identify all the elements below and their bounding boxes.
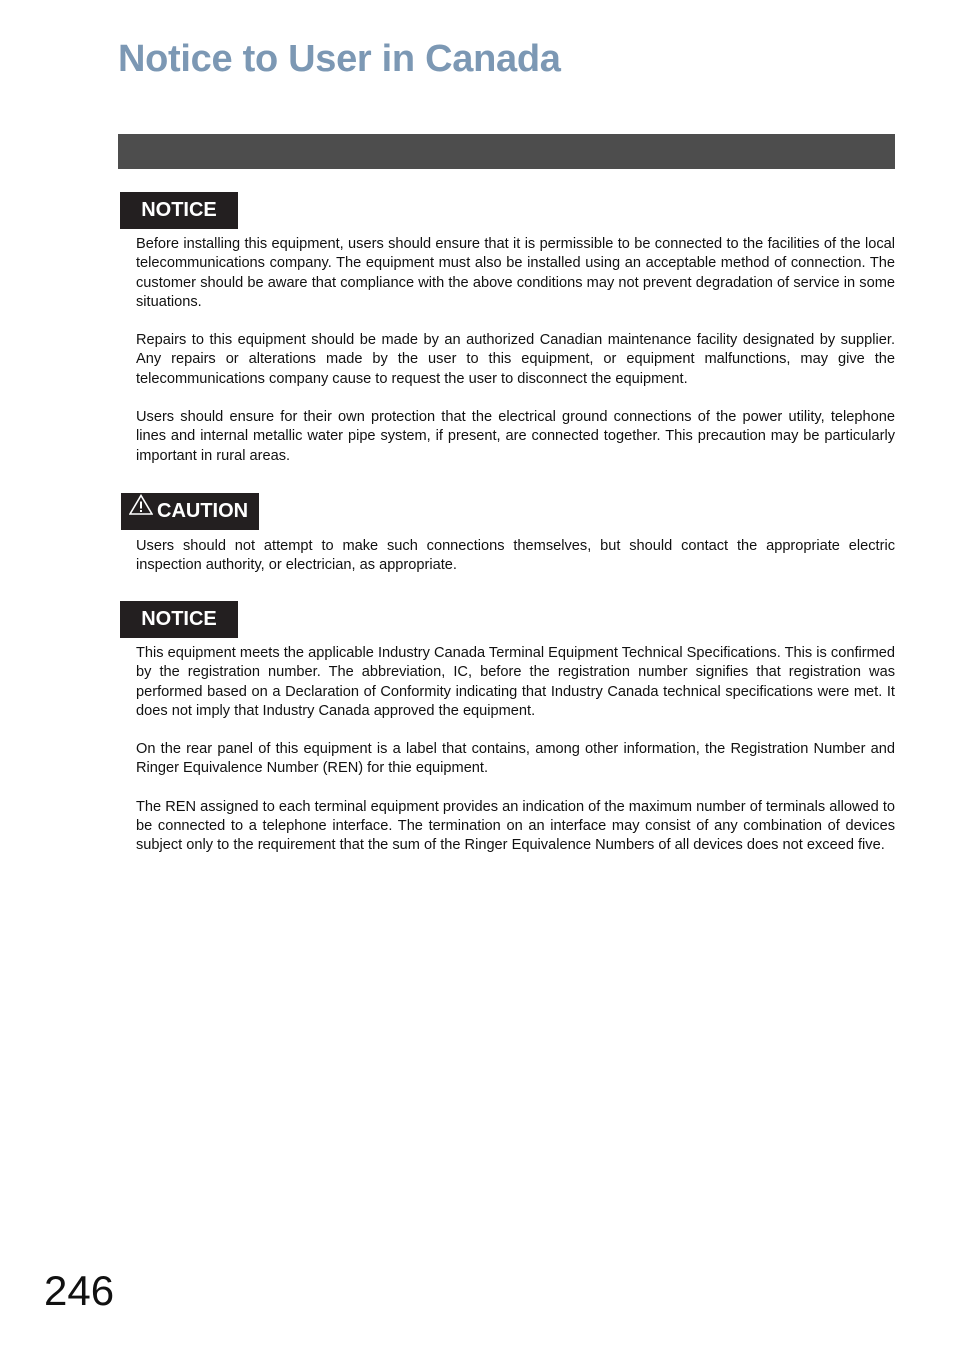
paragraph: This equipment meets the applicable Industry Canada Terminal Equipment Technical Specifications. This is confirmed by the registration number. The abbreviation, IC, before the registration number signifies that registration was performed based on a Declaration of Conformity indicating that Industry Canada technical specifications were met. It does not imply that Industry Canada approved the equipment. (136, 645, 895, 719)
notice-section-1 (136, 235, 895, 485)
page-number: 246 (44, 1267, 115, 1314)
warning-triangle-icon (129, 491, 153, 528)
paragraph: Users should not attempt to make such connections themselves, but should contact the appropriate electric inspection authority, or electrician, as appropriate. (136, 538, 895, 574)
page-title: Notice to User in Canada (118, 38, 561, 80)
notice-label: NOTICE (120, 192, 238, 229)
header-bar (118, 134, 895, 169)
paragraph: Repairs to this equipment should be made by an authorized Canadian maintenance facility designated by supplier. Any repairs or alterations made by the user to this equipment, or equipment malfunctions, may give the telecommunications company cause to request the user to disconnect the equipment. (136, 332, 895, 387)
paragraph: Before installing this equipment, users should ensure that it is permissible to be connected to the facilities of the local telecommunications company. The equipment must also be installed using an acceptable method of connection. The customer should be aware that compliance with the above conditions may not prevent degradation of service in some situations. (136, 236, 895, 310)
caution-label (121, 493, 259, 530)
caution-label-text: CAUTION (157, 500, 249, 522)
notice-section-2 (136, 644, 895, 875)
paragraph: Users should ensure for their own protection that the electrical ground connections of the power utility, telephone lines and internal metallic water pipe system, if present, are connected together. This precaution may be particularly important in rural areas. (136, 409, 895, 464)
paragraph: On the rear panel of this equipment is a label that contains, among other information, the Registration Number and Ringer Equivalence Number (REN) for thie equipment. (136, 741, 895, 777)
caution-section (136, 537, 895, 595)
paragraph: The REN assigned to each terminal equipment provides an indication of the maximum number of terminals allowed to be connected to a telephone interface. The termination on an interface may consist of any combination of devices subject only to the requirement that the sum of the Ringer Equivalence Numbers of all devices does not exceed five. (136, 798, 895, 854)
notice-label: NOTICE (120, 601, 238, 638)
